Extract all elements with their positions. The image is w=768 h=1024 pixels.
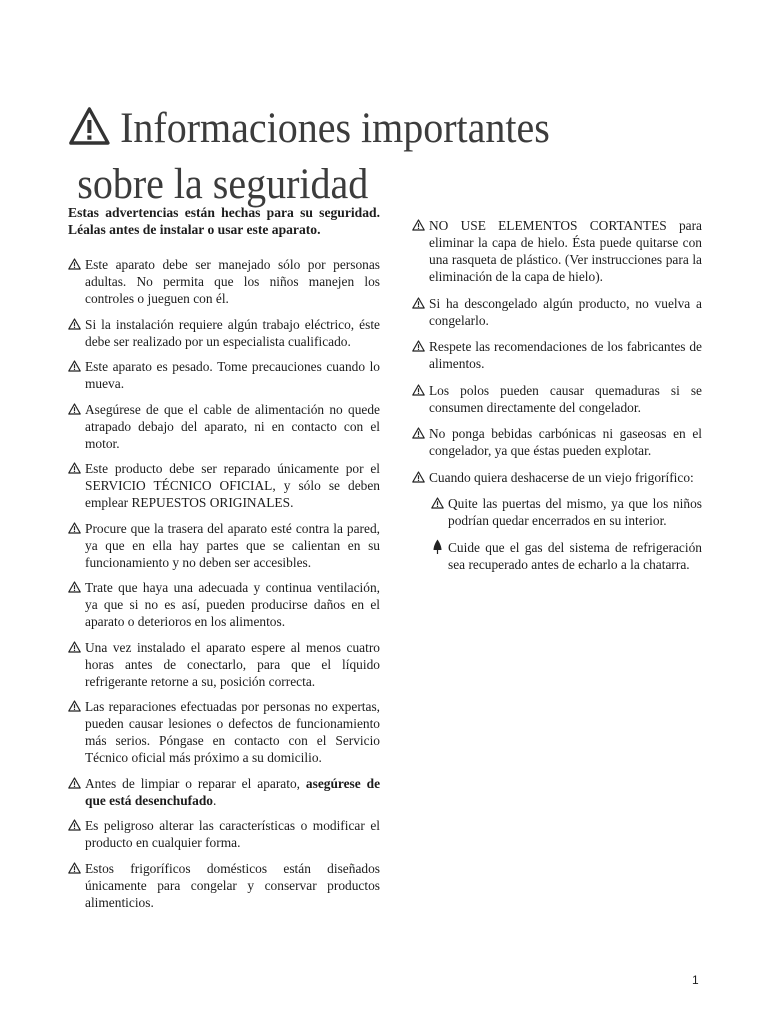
left-warning-item-text: Procure que la trasera del aparato esté contra la pared, ya que en ella hay partes que se calientan en su funcionamiento y no deben ser accesibles. (85, 520, 380, 570)
left-warning-item-text: Este aparato es pesado. Tome precauciones cuando lo mueva. (85, 359, 380, 391)
left-warning-item-text: Antes de limpiar o reparar el aparato, (85, 775, 306, 791)
right-warning-item (412, 217, 702, 285)
left-warning-item-text: Las reparaciones efectuadas por personas no expertas, pueden causar lesiones o defectos de funcionamiento más serios. Póngase en contacto con el Servicio Técnico oficial más próximo a su domicilio. (85, 699, 380, 765)
left-warning-item (68, 316, 380, 350)
left-warning-item (68, 775, 380, 809)
warning-triangle-icon (68, 106, 111, 146)
left-warning-item-text: Trate que haya una adecuada y continua ventilación, ya que si no es así, pueden producirse daños en el aparato o deterioros en los alimentos. (85, 580, 380, 629)
left-warning-item (68, 520, 380, 571)
warning-triangle-icon (412, 219, 425, 231)
disposal-item-text: Cuide que el gas del sistema de refrigeración sea recuperado antes de echarlo a la chatarra. (448, 539, 702, 572)
warning-triangle-icon (68, 403, 81, 415)
left-warning-item-text: Asegúrese de que el cable de alimentación no quede atrapado debajo del aparato, ni en contacto con el motor. (85, 401, 380, 451)
left-warning-item (68, 860, 380, 911)
left-warning-item (68, 401, 380, 452)
page-number: 1 (692, 973, 699, 987)
page-title (68, 101, 682, 213)
right-warning-item-text: Cuando quiera deshacerse de un viejo frigorífico: (429, 469, 694, 485)
warning-triangle-icon (431, 497, 444, 509)
warning-triangle-icon (68, 318, 81, 330)
left-warning-item (68, 256, 380, 307)
warning-triangle-icon (68, 777, 81, 789)
title-text-1: Informaciones importantes (120, 104, 550, 152)
left-warning-item-text: Estos frigoríficos domésticos están diseñados únicamente para congelar y conservar productos alimenticios. (85, 860, 380, 910)
right-warning-item-text: Si ha descongelado algún producto, no vuelva a congelarlo. (429, 295, 702, 328)
right-warning-item (412, 425, 702, 459)
left-warning-item-text: Si la instalación requiere algún trabajo eléctrico, éste debe ser realizado por un especialista cualificado. (85, 316, 380, 349)
left-warning-item (68, 579, 380, 630)
warning-triangle-icon (412, 471, 425, 483)
warning-triangle-icon (68, 258, 81, 270)
disposal-item (431, 495, 702, 529)
right-warning-item-text: NO USE ELEMENTOS CORTANTES para eliminar la capa de hielo. Ésta puede quitarse con una rasqueta de plástico. (Ver instrucciones para la eliminación de la capa de hielo). (429, 218, 702, 284)
title-line-1 (68, 101, 682, 157)
warning-triangle-icon (68, 862, 81, 874)
warning-triangle-icon (68, 641, 81, 653)
right-warning-item-text: Respete las recomendaciones de los fabricantes de alimentos. (429, 339, 702, 371)
right-warning-item (412, 469, 702, 486)
tree-icon (431, 539, 444, 555)
warning-triangle-icon (68, 522, 81, 534)
right-warning-list (412, 217, 702, 486)
right-warning-item-text: No ponga bebidas carbónicas ni gaseosas en el congelador, ya que éstas pueden explotar. (429, 426, 702, 458)
left-warning-item (68, 639, 380, 690)
left-warning-item-text: Este aparato debe ser manejado sólo por personas adultas. No permita que los niños manejen los controles o jueguen con él. (85, 257, 380, 306)
warning-triangle-icon (68, 462, 81, 474)
right-warning-item (412, 382, 702, 416)
warning-triangle-icon (68, 819, 81, 831)
warning-triangle-icon (412, 427, 425, 439)
warning-triangle-icon (68, 700, 81, 712)
disposal-item (431, 539, 702, 573)
left-warning-item-text: Este producto debe ser reparado únicamente por el SERVICIO TÉCNICO OFICIAL, y sólo se deben emplear REPUESTOS ORIGINALES. (85, 461, 380, 510)
left-warning-item (68, 698, 380, 766)
warning-triangle-icon (412, 384, 425, 396)
left-column (68, 204, 380, 919)
left-warning-item (68, 817, 380, 851)
left-warning-item (68, 358, 380, 392)
left-warning-item-text: Es peligroso alterar las características o modificar el producto en cualquier forma. (85, 818, 380, 850)
left-warning-list (68, 256, 380, 911)
disposal-item-text: Quite las puertas del mismo, ya que los niños podrían quedar encerrados en su interior. (448, 496, 702, 528)
right-warning-item (412, 295, 702, 329)
intro-text: Estas advertencias están hechas para su seguridad. Léalas antes de instalar o usar este aparato. (68, 205, 380, 237)
right-column (412, 217, 702, 582)
warning-triangle-icon (68, 581, 81, 593)
warning-triangle-icon (412, 297, 425, 309)
right-warning-item-text: Los polos pueden causar quemaduras si se consumen directamente del congelador. (429, 382, 702, 415)
warning-triangle-icon (412, 340, 425, 352)
left-warning-item-text: Una vez instalado el aparato espere al menos cuatro horas antes de conectarlo, para que el líquido refrigerante retorne a su, posición correcta. (85, 639, 380, 689)
left-warning-item-text-end: . (212, 792, 217, 808)
left-warning-item (68, 460, 380, 511)
right-warning-item (412, 338, 702, 372)
warning-triangle-icon (68, 360, 81, 372)
title-line-2: sobre la seguridad (77, 160, 369, 208)
disposal-sub-list (431, 495, 702, 573)
left-warning-item-emphasis: asegúrese de que está desenchufado (85, 775, 381, 808)
